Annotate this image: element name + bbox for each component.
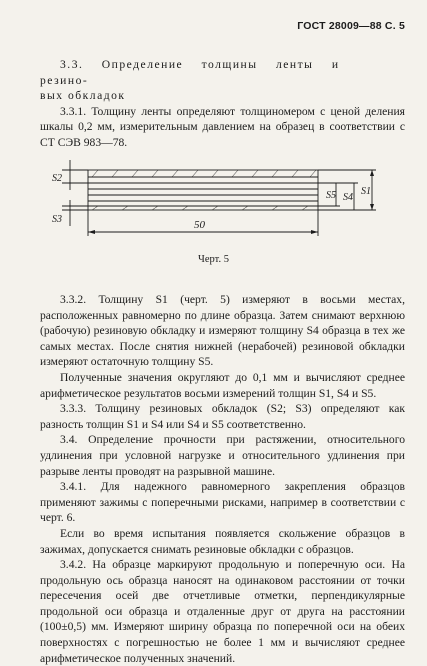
belt-outline <box>88 170 318 210</box>
label-s4: S4 <box>343 192 353 203</box>
paragraph-rounding: Полученные значения округляют до 0,1 мм и вычисляют среднее арифметическое результатов восьми измерений толщин S1, S4 и S5. <box>40 370 405 400</box>
label-s2: S2 <box>52 173 62 184</box>
page-header: ГОСТ 28009—88 С. 5 <box>297 20 405 32</box>
label-s5: S5 <box>326 190 336 201</box>
section-3-3 <box>40 57 405 151</box>
section-body <box>40 292 405 666</box>
paragraph-3-4-1: 3.4.1. Для надежного равномерного закрепления образцов применяют зажимы с поперечными рисками, например в соответствии с черт. 6. <box>40 480 405 525</box>
label-length: 50 <box>194 219 205 231</box>
paragraph-3-3-2: 3.3.2. Толщину S1 (черт. 5) измеряют в восьми местах, расположенных равномерно по длине образца. Затем снимают верхнюю (рабочую) резиновую обкладку и измеряют толщину S4 образца в тех же самых местах. После снятия нижней (нерабочей) резиновой обкладки измеряют остаточную толщину S5. <box>40 293 405 369</box>
belt-cross-section-figure <box>48 148 388 248</box>
figure-caption: Черт. 5 <box>198 254 229 265</box>
label-s1: S1 <box>361 186 371 197</box>
paragraph-3-4: 3.4. Определение прочности при растяжении, относительного удлинения при условной нагрузке и относительного удлинения при разрыве ленты проводят на разрывной машине. <box>40 433 405 478</box>
paragraph-3-3-3: 3.3.3. Толщину резиновых обкладок (S2; S3) определяют как разность толщин S1 и S4 или S4 и S5 соответственно. <box>40 402 405 431</box>
paragraph-slip: Если во время испытания появляется скольжение образцов в зажимах, допускается снимать резиновые обкладки с образцов. <box>40 526 405 556</box>
paragraph-3-4-2: 3.4.2. На образце маркируют продольную и поперечную оси. На продольную ось образца наносят на одинаковом расстоянии от точки пересечения осей две отчетливые отметки, перпендикулярные продольной оси образца и отдаленные друг от друга на расстоянии (100±0,5) мм. Измеряют ширину образца по поперечной оси на обеих поверхностях с погрешностью не более 1 мм и вычисляют среднее арифметическое полученных значений. <box>40 558 405 665</box>
section-heading-line2: вых обкладок <box>40 89 126 103</box>
paragraph-3-3-1: 3.3.1. Толщину ленты определяют толщиномером с ценой деления шкалы 0,2 мм, измерительным давлением на образец в соответствии с СТ СЭВ 983—78. <box>40 104 405 149</box>
section-heading-line1: 3.3. Определение толщины ленты и резино- <box>40 58 340 87</box>
label-s3: S3 <box>52 214 62 225</box>
